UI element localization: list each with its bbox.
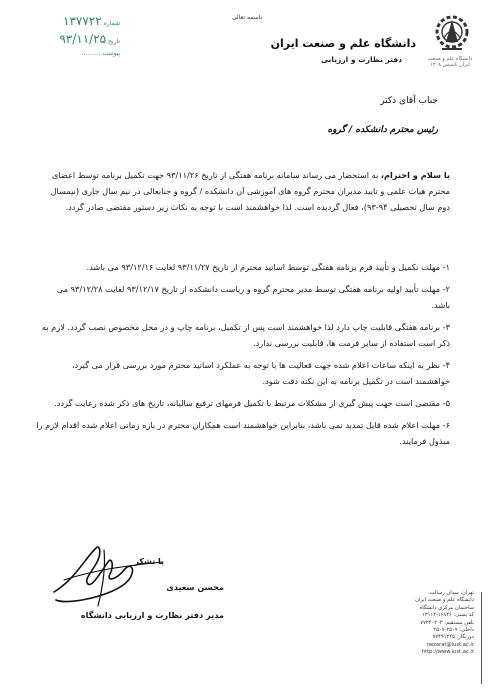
numbered-list [36, 259, 450, 455]
intro-paragraph [36, 167, 450, 215]
handwritten-signature-icon [44, 540, 174, 610]
addressee-line-2: رئیس محترم دانشکده / گروه [327, 125, 438, 135]
footer-address: تهران، میدان رسالت، دانشگاه علم و صنعت ایران ساختمان مرکزی دانشگاه کد پستی: ۱۶۸۴۶-۱۳۱۱۴ تلفن مستقیم: ۷۷۲۴۰۲۰۳ داخلی: ۲۵۰۷-۲۵۰۷ دورنگار: ۷۷۴۹۱۲۴۵ nezarat@iust.ac.ir http://www.iust.ac.ir [386, 590, 474, 657]
logo-caption: دانشگاه علم و صنعت ایران تاسیس ۱۳۰۸ [427, 56, 473, 68]
stamp-date-label: تاریخ [108, 38, 120, 45]
list-item: ۲- مهلت تأیید اولیه برنامه هفتگی توسط مدیر محترم گروه و ریاست دانشکده از تاریخ ۹۳/۱۲/۱۷ لغایت ۹۳/۱۲/۲۸ می باشد. [56, 284, 450, 310]
signatory-title: مدیر دفتر نظارت و ارزیابی دانشگاه [80, 610, 224, 620]
list-item: ۱- مهلت تکمیل و تأیید فرم برنامه هفتگی توسط اساتید محترم از تاریخ ۹۳/۱۱/۲۷ لغایت ۹۳/۱۲/۱۶ می باشد. [86, 262, 450, 272]
university-name: دانشگاه علم و صنعت ایران [270, 37, 416, 50]
bismillah: باسمه تعالی [231, 14, 263, 21]
footer-website[interactable]: http://www.iust.ac.ir [421, 649, 474, 656]
list-item: ۴- نظر به اینکه ساعات اعلام شده جهت فعالیت ها با توجه به عملکرد اساتید محترم مورد بررسی قرار می گیرد، خواهشمند است در تکمیل برنامه به این نکته دقت شود. [71, 360, 450, 386]
list-item: ۵- مقتضی است جهت پیش گیری از مشکلات مرتبط با تکمیل فرمهای ترفیع سالیانه، تاریخ های ذکر شده رعایت گردد. [54, 398, 450, 408]
footer-divider [481, 592, 482, 684]
registration-stamp: شماره ۱۳۷۷۲۲ تاریخ ۹۳/۱۱/۲۵ پیوست .......... [59, 14, 120, 57]
stamp-date: ۹۳/۱۱/۲۵ [59, 32, 107, 46]
salutation: با سلام و احترام، [380, 170, 450, 180]
stamp-attachment-label: پیوست [102, 50, 120, 57]
stamp-number: ۱۳۷۷۲۲ [63, 14, 102, 28]
department-name: دفتر نظارت و ارزیابی [320, 55, 402, 64]
signatory-name: محسن سعیدی [166, 582, 224, 592]
addressee-line-1: جناب آقای دکتر [380, 96, 438, 106]
list-item: ۶- مهلت اعلام شده قابل تمدید نمی باشد، بنابراین خواهشمند است همکاران محترم در بازه زمانی اعلام شده اقدام لازم را مبذول فرمایند. [36, 420, 450, 446]
list-item: ۳- برنامه هفتگی قابلیت چاپ دارد لذا خواهشمند است پس از تکمیل، برنامه چاپ و در محل مخصوص نصب گردد. لازم به ذکر است استفاده از سایر فرمت ها، قابلیت بررسی ندارد. [41, 322, 450, 348]
stamp-number-label: شماره [103, 20, 120, 27]
signature-regards: با تشکر [134, 557, 164, 566]
footer-email[interactable]: nezarat@iust.ac.ir [426, 641, 474, 648]
intro-text: به استحضار می رساند سامانه برنامه هفتگی از تاریخ ۹۳/۱۱/۲۶ جهت تکمیل برنامه توسط اعضای محترم هیات علمی و تایید مدیران محترم گروه های آموزشی آن دانشکده / گروه و جنابعالی در نیم سال جاری (نیمسال دوم سال تحصیلی ۹۴-۹۳)، فعال گردیده است. لذا خواهشمند است با توجه به نکات زیر دستور مقتضی صادر گردد. [50, 170, 450, 212]
